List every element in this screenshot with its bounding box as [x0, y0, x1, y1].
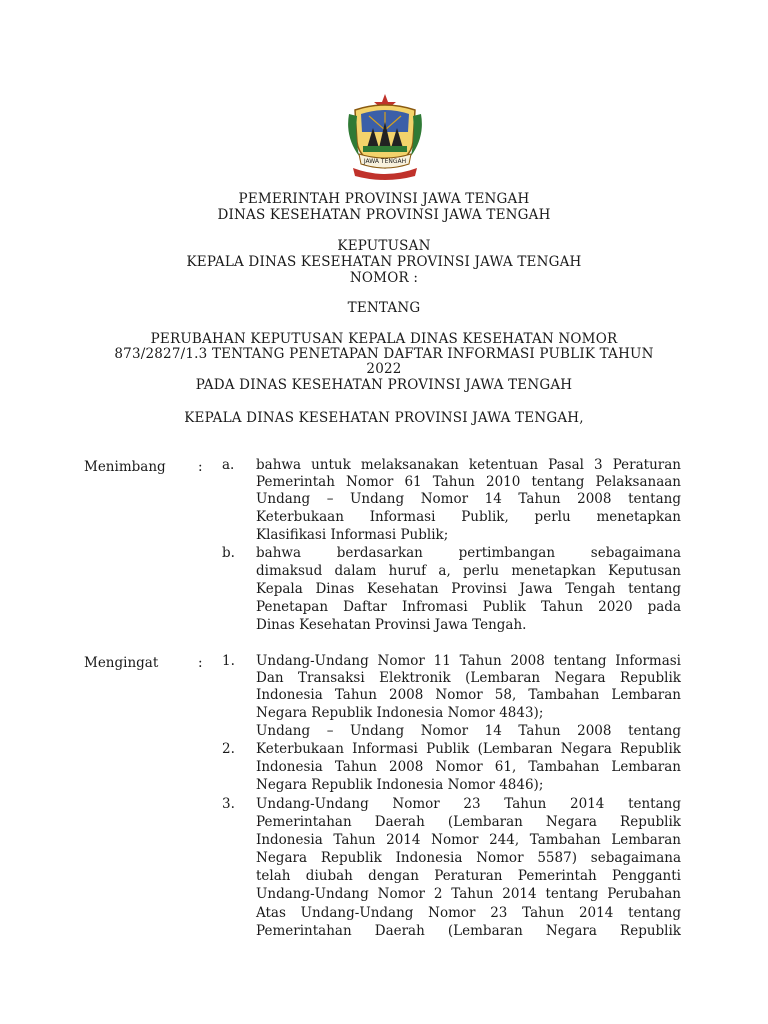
mengingat-2-line: Indonesia Tahun 2008 Nomor 61, Tambahan Lembaran [256, 759, 681, 775]
jawa-tengah-emblem-icon [345, 92, 425, 180]
mengingat-1-line: Undang – Undang Nomor 14 Tahun 2008 tentang [256, 723, 681, 739]
menimbang-a-line: bahwa untuk melaksanakan ketentuan Pasal 3 Peraturan [256, 457, 681, 473]
subject-line-3: 2022 [366, 361, 402, 377]
menimbang-b-line: Dinas Kesehatan Provinsi Jawa Tengah. [256, 617, 527, 633]
decree-title: KEPUTUSAN [337, 238, 431, 254]
menimbang-marker-a: a. [222, 457, 235, 473]
menimbang-label: Menimbang [84, 459, 166, 475]
svg-text:JAWA TENGAH: JAWA TENGAH [363, 158, 407, 165]
mengingat-3-line: Negara Republik Indonesia Nomor 5587) sebagaimana [256, 850, 681, 866]
mengingat-marker-3: 3. [222, 796, 235, 812]
mengingat-3-line: Undang-Undang Nomor 2 Tahun 2014 tentang Perubahan [256, 886, 681, 902]
mengingat-colon: : [198, 655, 203, 671]
mengingat-2-line: Keterbukaan Informasi Publik (Lembaran Negara Republik [256, 741, 681, 757]
mengingat-1-line: Negara Republik Indonesia Nomor 4843); [256, 705, 544, 721]
subject-line-1: PERUBAHAN KEPUTUSAN KEPALA DINAS KESEHATAN NOMOR [150, 331, 618, 347]
mengingat-marker-1: 1. [222, 653, 235, 669]
mengingat-3-line: Indonesia Tahun 2014 Nomor 244, Tambahan Lembaran [256, 832, 681, 848]
tentang-heading: TENTANG [347, 300, 421, 316]
menimbang-b-line: Penetapan Daftar Infromasi Publik Tahun 2020 pada [256, 599, 681, 615]
subject-line-2: 873/2827/1.3 TENTANG PENETAPAN DAFTAR INFORMASI PUBLIK TAHUN [114, 346, 654, 362]
menimbang-marker-b: b. [222, 545, 235, 561]
mengingat-3-line: Pemerintahan Daerah (Lembaran Negara Republik [256, 923, 681, 939]
mengingat-1-line: Indonesia Tahun 2008 Nomor 58, Tambahan Lembaran [256, 687, 681, 703]
mengingat-label: Mengingat [84, 655, 159, 671]
subject-line-4: PADA DINAS KESEHATAN PROVINSI JAWA TENGAH [195, 377, 573, 393]
decree-number: NOMOR : [349, 270, 419, 286]
menimbang-a-line: Klasifikasi Informasi Publik; [256, 527, 449, 543]
mengingat-marker-2: 2. [222, 741, 235, 757]
mengingat-1-line: Undang-Undang Nomor 11 Tahun 2008 tentang Informasi [256, 653, 681, 669]
menimbang-colon: : [198, 459, 203, 475]
menimbang-b-line: dimaksud dalam huruf a, perlu menetapkan Keputusan [256, 563, 681, 579]
mengingat-3-line: Pemerintahan Daerah (Lembaran Negara Republik [256, 814, 681, 830]
menimbang-a-line: Pemerintah Nomor 61 Tahun 2010 tentang Pelaksanaan [256, 474, 681, 490]
header-agency: DINAS KESEHATAN PROVINSI JAWA TENGAH [217, 207, 551, 223]
mengingat-3-line: Undang-Undang Nomor 23 Tahun 2014 tentang [256, 796, 681, 812]
mengingat-2-line: Negara Republik Indonesia Nomor 4846); [256, 777, 544, 793]
header-government: PEMERINTAH PROVINSI JAWA TENGAH [238, 191, 530, 207]
menimbang-a-line: Keterbukaan Informasi Publik, perlu menetapkan [256, 509, 681, 525]
official-title: KEPALA DINAS KESEHATAN PROVINSI JAWA TENGAH, [184, 410, 584, 426]
decree-issuer: KEPALA DINAS KESEHATAN PROVINSI JAWA TENGAH [186, 254, 582, 270]
menimbang-b-line: bahwa berdasarkan pertimbangan sebagaimana [256, 545, 681, 561]
menimbang-a-line: Undang – Undang Nomor 14 Tahun 2008 tentang [256, 491, 681, 507]
mengingat-3-line: telah diubah dengan Peraturan Pemerintah Pengganti [256, 868, 681, 884]
menimbang-b-line: Kepala Dinas Kesehatan Provinsi Jawa Tengah tentang [256, 581, 681, 597]
mengingat-1-line: Dan Transaksi Elektronik (Lembaran Negara Republik [256, 670, 681, 686]
mengingat-3-line: Atas Undang-Undang Nomor 23 Tahun 2014 tentang [256, 905, 681, 921]
